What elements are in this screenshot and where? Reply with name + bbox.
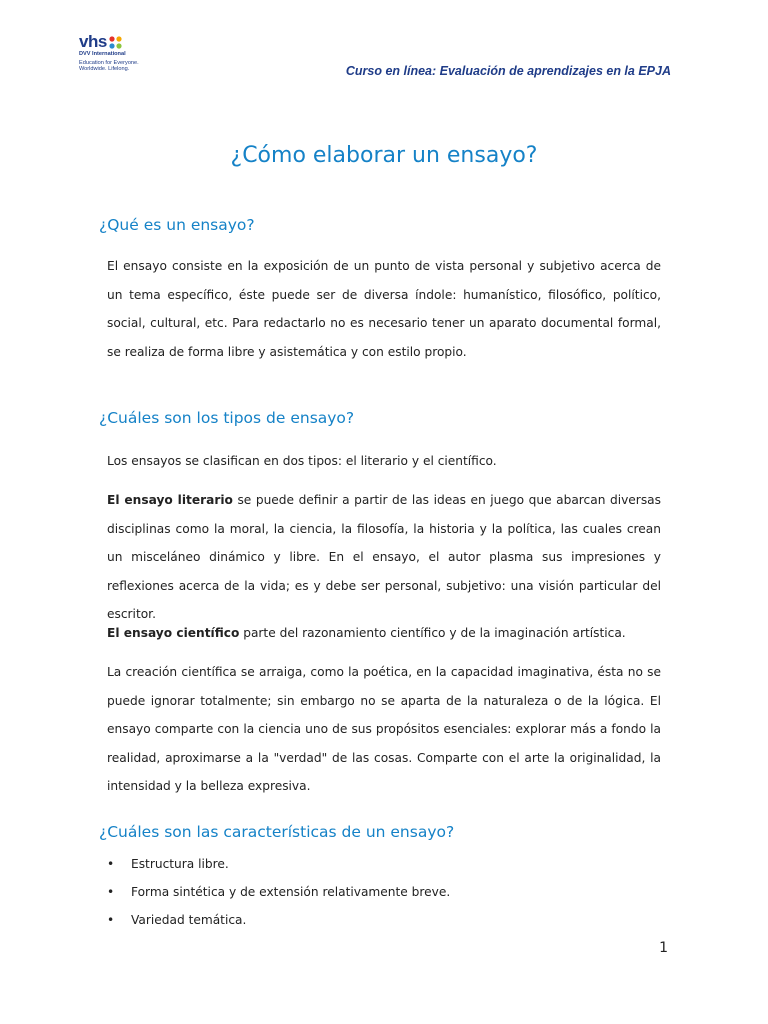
paragraph-text: parte del razonamiento científico y de la imaginación artística. (239, 626, 626, 640)
term-literary-essay: El ensayo literario (107, 493, 233, 507)
characteristics-list (107, 852, 450, 936)
logo-dots-icon (108, 35, 124, 51)
vhs-logo (79, 33, 219, 73)
paragraph-definition (107, 252, 661, 366)
list-item-text: Forma sintética y de extensión relativamente breve. (131, 885, 451, 899)
logo-subtitle: DVV International (79, 51, 126, 57)
section-heading-que-es: ¿Qué es un ensayo? (99, 216, 255, 234)
paragraph-scientific-creation (107, 658, 661, 801)
paragraph-literary-essay (107, 486, 661, 629)
paragraph-text: se puede definir a partir de las ideas en juego que abarcan diversas disciplinas como la moral, la ciencia, la filosofía, la historia y la política, las cuales crean un misceláneo dinámico y libre. En el ensayo, el autor plasma sus impresiones y reflexiones acerca de la vida; es y debe ser personal, subjetivo: una visión particular del escritor. (107, 493, 661, 621)
logo-tagline: Education for Everyone. Worldwide. Lifelong. (79, 60, 139, 73)
bullet-icon: • (107, 857, 115, 871)
list-item (107, 908, 450, 936)
page-number: 1 (659, 940, 668, 956)
document-title: ¿Cómo elaborar un ensayo? (230, 143, 538, 168)
bullet-icon: • (107, 885, 115, 899)
bullet-icon: • (107, 913, 115, 927)
section-heading-tipos: ¿Cuáles son los tipos de ensayo? (99, 409, 355, 427)
list-item-text: Estructura libre. (131, 857, 229, 871)
paragraph-types-intro (107, 447, 661, 476)
list-item-text: Variedad temática. (131, 913, 247, 927)
paragraph-text: Los ensayos se clasifican en dos tipos: el literario y el científico. (107, 454, 497, 468)
section-heading-caracteristicas: ¿Cuáles son las características de un ensayo? (99, 823, 455, 841)
list-item (107, 852, 450, 880)
paragraph-text: El ensayo consiste en la exposición de un punto de vista personal y subjetivo acerca de un tema específico, éste puede ser de diversa índole: humanístico, filosófico, político, social, cultural, etc. Para redactarlo no es necesario tener un aparato documental formal, se realiza de forma libre y asistemática y con estilo propio. (107, 259, 661, 359)
logo-wordmark: vhs (79, 32, 107, 51)
list-item (107, 880, 450, 908)
term-scientific-essay: El ensayo científico (107, 626, 240, 640)
course-title: Curso en línea: Evaluación de aprendizajes en la EPJA (345, 64, 671, 78)
paragraph-text: La creación científica se arraiga, como la poética, en la capacidad imaginativa, ésta no se puede ignorar totalmente; sin embargo no se aparta de la naturaleza o de la lógica. El ensayo comparte con la ciencia uno de sus propósitos esenciales: explorar más a fondo la realidad, aproximarse a la "verdad" de las cosas. Comparte con el arte la originalidad, la intensidad y la belleza expresiva. (107, 665, 661, 793)
paragraph-scientific-essay (107, 619, 661, 648)
